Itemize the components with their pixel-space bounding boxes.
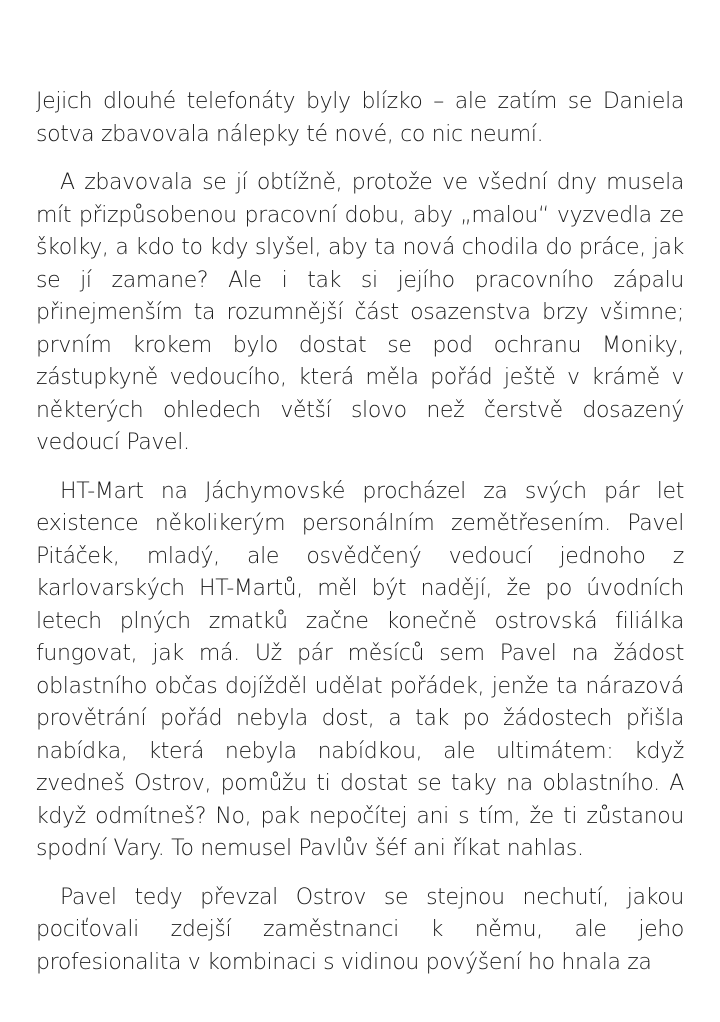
body-text <box>36 86 684 995</box>
paragraph-2: A zbavovala se jí obtížně, protože ve všední dny musela mít přizpůsobenou pracovní dobu, aby „malou“ vyzvedla ze školky, a kdo to kdy slyšel, aby ta nová chodila do práce, jak se jí zamane? Ale i tak si jejího pracovního zápalu přinejmenším ta rozumnější část osazenstva brzy všimne; prvním krokem bylo dostat se pod ochranu Moniky, zástupkyně vedoucího, která měla pořád ještě v krámě v některých ohledech větší slovo než čerstvě dosazený vedoucí Pavel. <box>36 170 684 455</box>
paragraph-4: Pavel tedy převzal Ostrov se stejnou nechutí, jakou pociťovali zdejší zaměstnanci k němu, ale jeho profesionalita v kombinaci s vidinou povýšení ho hnala za <box>36 884 684 975</box>
paragraph-3: HT-Mart na Jáchymovské procházel za svých pár let existence několikerým personálním zemětřesením. Pavel Pitáček, mladý, ale osvědčený vedoucí jednoho z karlovarských HT-Martů, měl být nadějí, že po úvodních letech plných zmatků začne konečně ostrovská filiálka fungovat, jak má. Už pár měsíců sem Pavel na žádost oblastního občas dojížděl udělat pořádek, jenže ta nárazová provětrání pořád nebyla dost, a tak po žádostech přišla nabídka, která nebyla nabídkou, ale ultimátem: když zvedneš Ostrov, pomůžu ti dostat se taky na oblastního. A když odmítneš? No, pak nepočítej ani s tím, že ti zůstanou spodní Vary. To nemusel Pavlův šéf ani říkat nahlas. <box>36 478 684 861</box>
paragraph-1: Jejich dlouhé telefonáty byly blízko – ale zatím se Daniela sotva zbavovala nálepky té nové, co nic neumí. <box>36 89 684 147</box>
